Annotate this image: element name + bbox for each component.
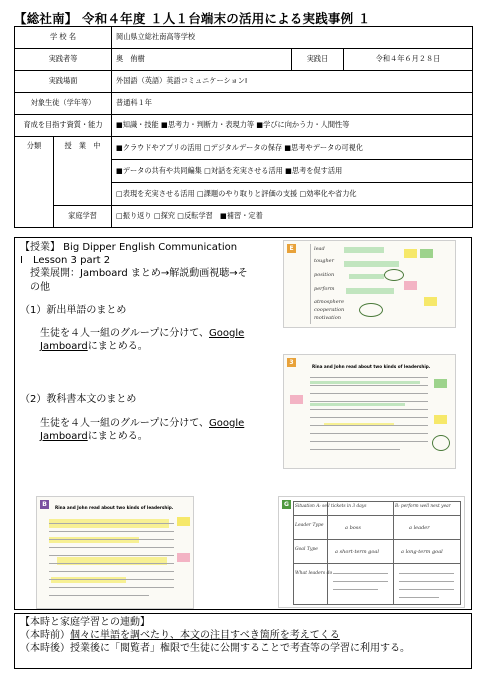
- jamboard-text-image: 3 Rina and John read about two kinds of leadership.: [283, 354, 456, 469]
- section-2-line-2: Jamboardにまとめる。: [40, 430, 148, 442]
- class-row-1: ■クラウドやアプリの活用 □デジタルデータの保存 ■思考やデータの可視化: [112, 137, 473, 160]
- google-link-1[interactable]: Google: [209, 327, 245, 339]
- skills-label: 育成を目指す資質・能力: [15, 115, 112, 137]
- thumb-badge-3: 3: [287, 358, 296, 367]
- thumb-badge-g: G: [282, 500, 291, 509]
- jamboard-vocab-image: E lead tougher position perform atmosphere cooperation motivation: [283, 240, 456, 328]
- jamboard-link-1[interactable]: Jamboard: [40, 341, 88, 353]
- teacher-label: 実践者等: [15, 49, 112, 71]
- home-link-line-1: （本時前）個々に単語を調べたり、本文の注目すべき箇所を考えてくる: [20, 630, 340, 642]
- class-label: 授 業 中: [54, 137, 112, 206]
- school-value: 岡山県立総社南高等学校: [112, 27, 473, 49]
- lesson-heading-2: Ⅰ Lesson 3 part 2: [20, 255, 111, 267]
- thumb-badge-e: E: [287, 244, 296, 253]
- home-link-text: [20, 616, 470, 656]
- date-label: 実践日: [292, 49, 344, 71]
- class-row-3: □表現を充実させる活用 □課題のやり取りと評価の支援 □効率化や省力化: [112, 183, 473, 206]
- lesson-flow-2: の他: [20, 281, 50, 293]
- info-table: [14, 26, 473, 228]
- home-label: 家庭学習: [54, 206, 112, 228]
- scene-value: 外国語（英語）英語コミュニケーションⅠ: [112, 71, 473, 93]
- teacher-value: 奥 侑樹: [112, 49, 292, 71]
- skills-value: ■知識・技能 ■思考力・判断力・表現力等 ■学びに向かう力・人間性等: [112, 115, 473, 137]
- home-value: □振り返り □探究 □反転学習 ■補習・定着: [112, 206, 473, 228]
- section-1-title: （1）新出単語のまとめ: [20, 304, 127, 316]
- school-label: 学 校 名: [15, 27, 112, 49]
- lesson-flow-1: 授業展開：Jamboard まとめ→解説動画視聴→そ: [20, 268, 248, 280]
- google-link-2[interactable]: Google: [209, 417, 245, 429]
- class-row-2: ■データの共有や共同編集 □対話を充実させる活用 ■思考を促す活用: [112, 160, 473, 183]
- category-label: 分類: [15, 137, 54, 228]
- date-value: 令和４年６月２８日: [344, 49, 473, 71]
- thumb-badge-b: B: [40, 500, 49, 509]
- section-2-title: （2）教科書本文のまとめ: [20, 394, 137, 406]
- home-link-line-2: （本時後）授業後に「閲覧者」権限で生徒に公開することで考査等の学習に利用する。: [20, 643, 410, 655]
- section-2-line-1: 生徒を４人一組のグループに分けて、Google: [20, 417, 245, 429]
- page-title: 【総社南】 令和４年度 １人１台端末の活用による実践事例 １: [14, 11, 371, 26]
- target-value: 普通科１年: [112, 93, 473, 115]
- jamboard-link-2[interactable]: Jamboard: [40, 430, 88, 442]
- lesson-text: [20, 241, 282, 443]
- jamboard-grid-image: G Situation A: sell tickets in 3 days B: perform well next year Leader Type Goal Type What leaders do a boss a leader a short-term goal a long-term goal: [278, 496, 465, 608]
- section-1-line-2: Jamboardにまとめる。: [40, 341, 148, 353]
- jamboard-annotation-image: B Rina and John read about two kinds of leadership.: [36, 496, 194, 609]
- target-label: 対象生徒（学年等）: [15, 93, 112, 115]
- home-link-title: 【本時と家庭学習との連動】: [20, 617, 150, 628]
- lesson-heading-1: 【授業】 Big Dipper English Communication: [20, 242, 238, 253]
- scene-label: 実践場面: [15, 71, 112, 93]
- section-1-line-1: 生徒を４人一組のグループに分けて、Google: [20, 327, 245, 339]
